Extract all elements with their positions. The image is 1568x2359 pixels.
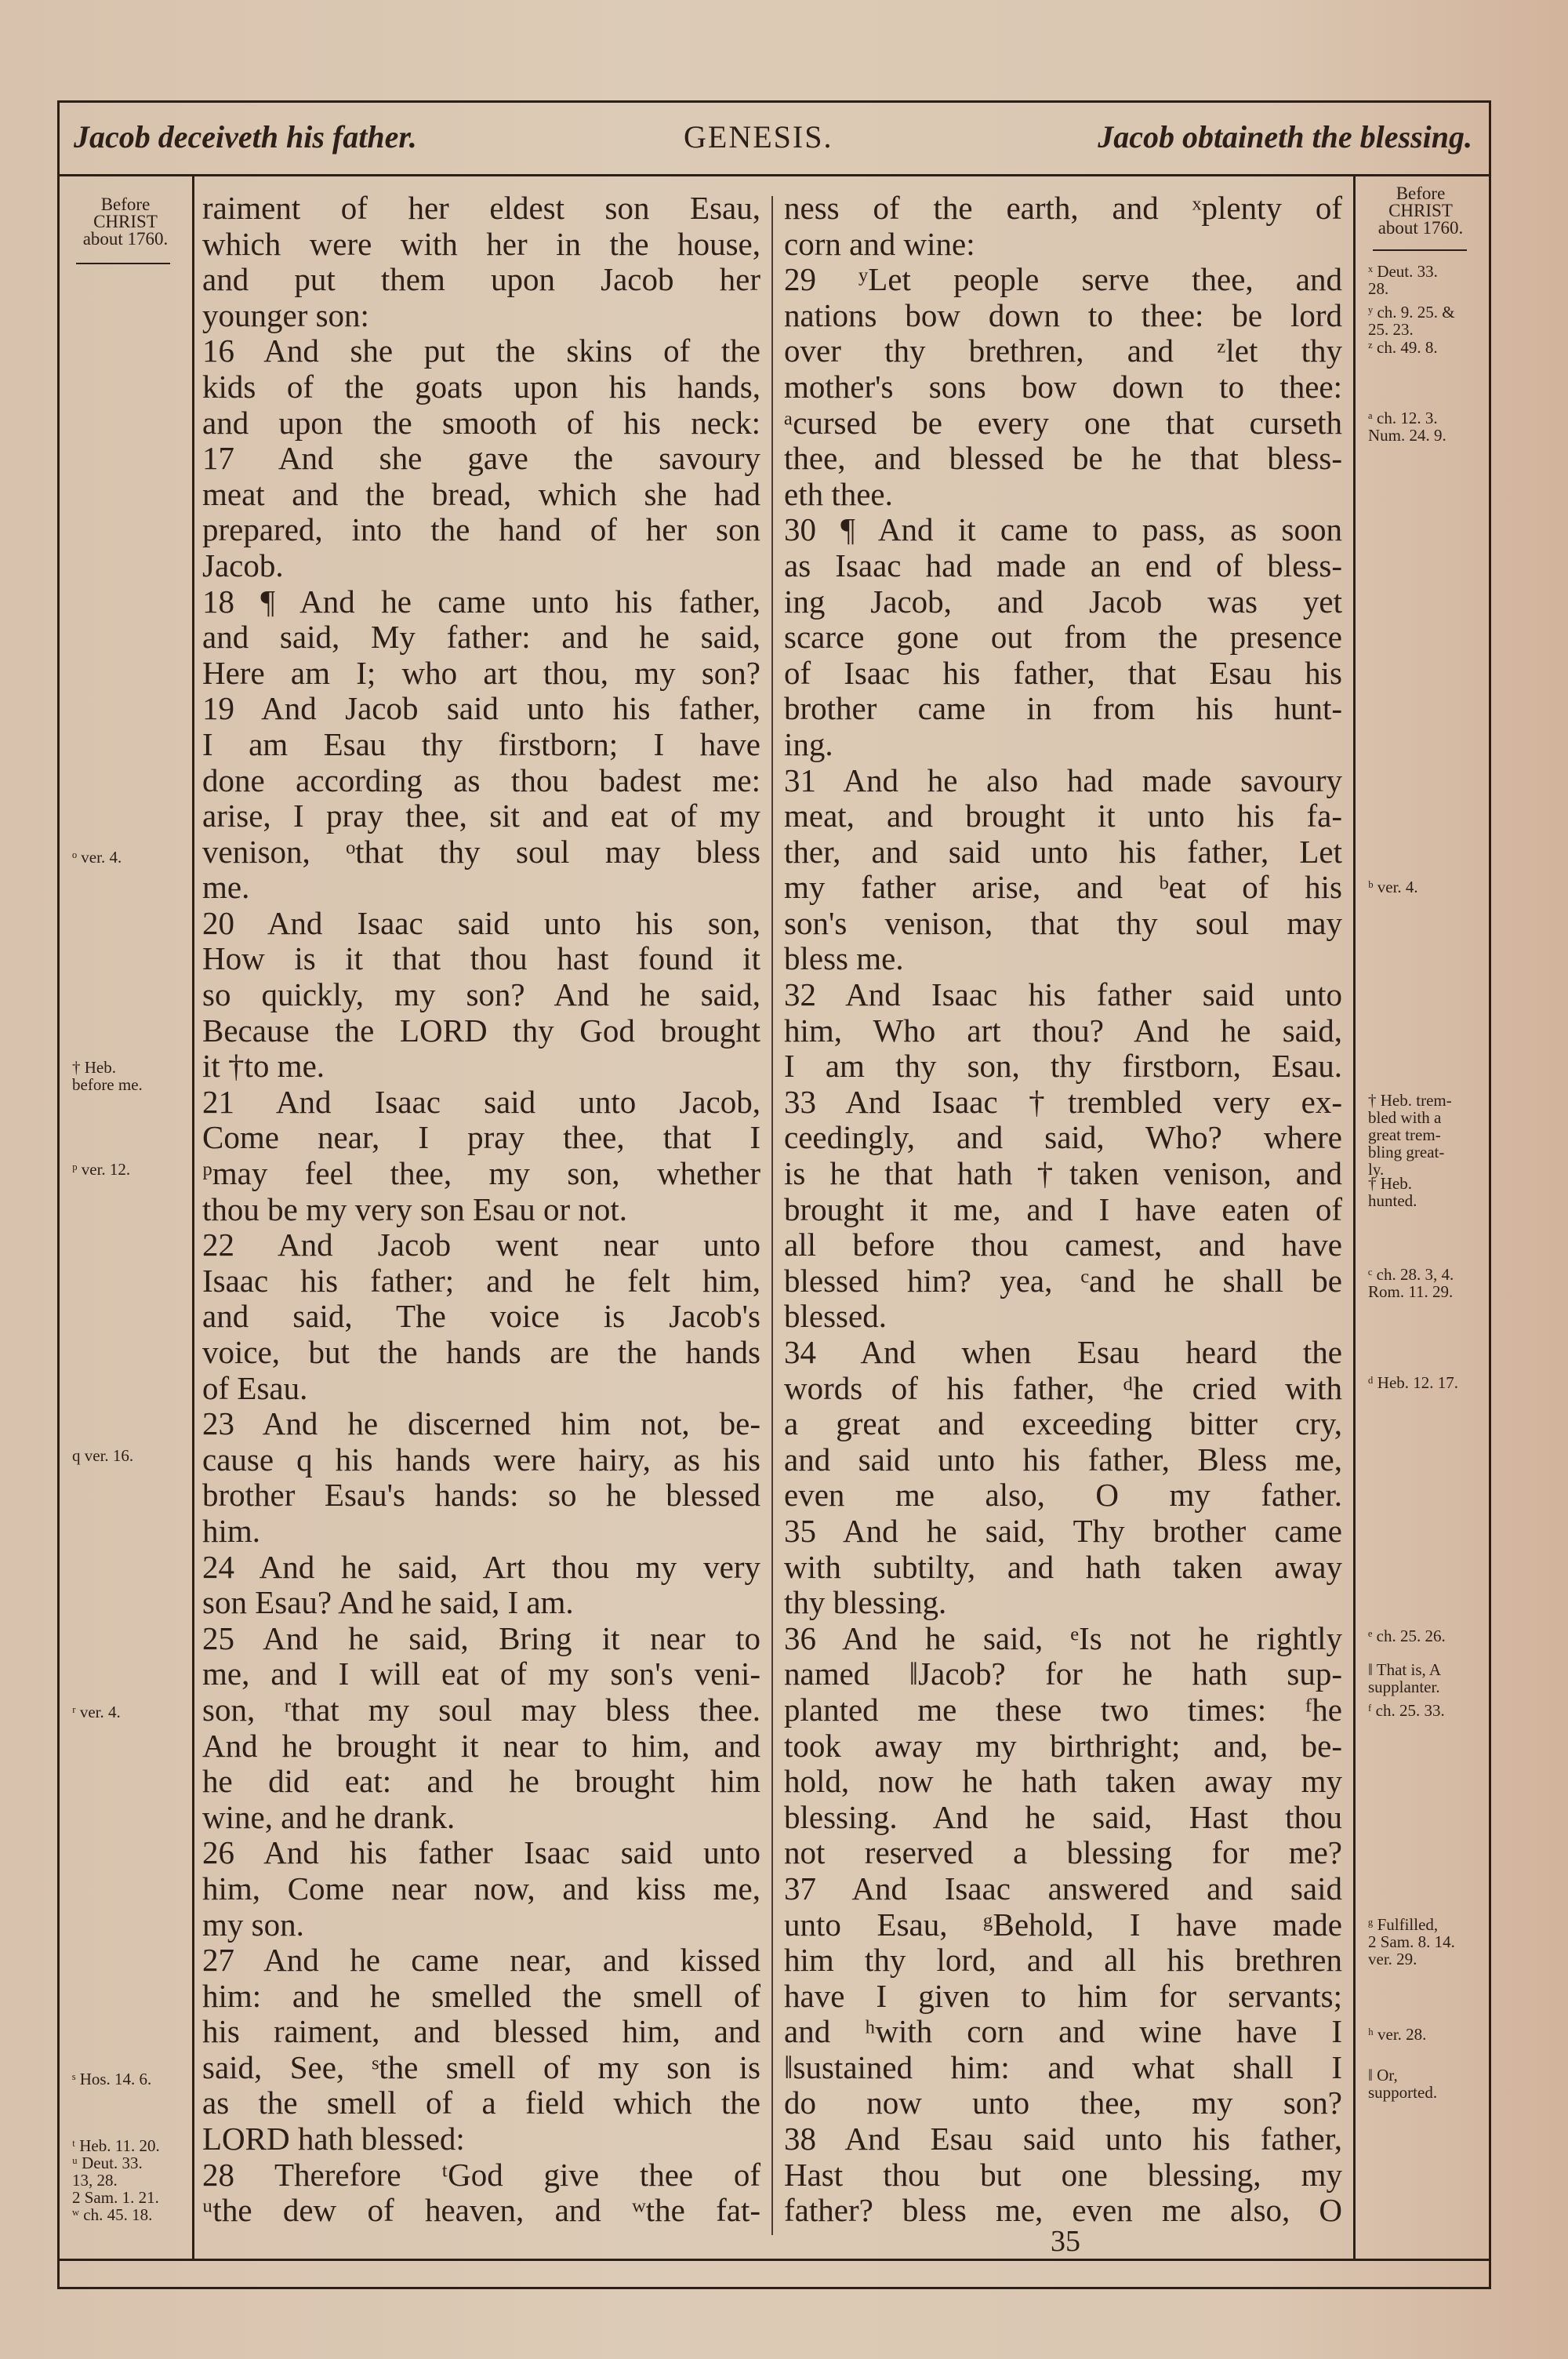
text-line: his raiment, and blessed him, and bbox=[202, 2013, 760, 2050]
marginal-reference: ᵈ Heb. 12. 17. bbox=[1368, 1373, 1459, 1392]
text-line: and ʰwith corn and wine have I bbox=[784, 2013, 1342, 2050]
text-line: blessed. bbox=[784, 1298, 887, 1335]
column-divider bbox=[771, 196, 773, 2235]
marginal-reference: q ver. 16. bbox=[72, 1446, 134, 1465]
text-line: nations bow down to thee: be lord bbox=[784, 296, 1342, 333]
marginal-reference: ‖ That is, A supplanter. bbox=[1368, 1660, 1442, 1696]
text-line: and upon the smooth of his neck: bbox=[202, 404, 760, 441]
text-line: son's venison, that thy soul may bbox=[784, 904, 1342, 941]
text-line: 37 And Isaac answered and said bbox=[784, 1870, 1342, 1906]
text-line: 32 And Isaac his father said unto bbox=[784, 976, 1342, 1013]
text-line: hold, now he hath taken away my bbox=[784, 1763, 1342, 1800]
text-line: with subtilty, and hath taken away bbox=[784, 1548, 1342, 1585]
text-line: I am Esau thy firstborn; I have bbox=[202, 725, 760, 762]
text-line: mother's sons bow down to thee: bbox=[784, 368, 1342, 405]
text-column-right bbox=[784, 191, 1342, 2229]
text-line: have I given to him for servants; bbox=[784, 1977, 1342, 2014]
text-line: And he brought it near to him, and bbox=[202, 1727, 760, 1764]
text-line: ᵃcursed be every one that curseth bbox=[784, 404, 1342, 441]
marginal-reference: ᶠ ch. 25. 33. bbox=[1368, 1701, 1445, 1720]
text-line: son Esau? And he said, I am. bbox=[202, 1584, 574, 1621]
text-line: me. bbox=[202, 869, 250, 906]
text-line: as Isaac had made an end of bless- bbox=[784, 547, 1342, 583]
text-line: and said, My father: and he said, bbox=[202, 619, 760, 656]
text-line: 17 And she gave the savoury bbox=[202, 440, 760, 477]
text-line: arise, I pray thee, sit and eat of my bbox=[202, 798, 760, 834]
text-line: 31 And he also had made savoury bbox=[784, 761, 1342, 798]
footer-rule bbox=[57, 2259, 1489, 2261]
text-line: younger son: bbox=[202, 296, 369, 333]
text-line: thee, and blessed be he that bless- bbox=[784, 440, 1342, 477]
before-christ-right bbox=[1362, 185, 1479, 237]
text-line: brought it me, and I have eaten of bbox=[784, 1190, 1342, 1227]
text-line: Because the LORD thy God brought bbox=[202, 1012, 760, 1049]
text-line: 28 Therefore ᵗGod give thee of bbox=[202, 2156, 760, 2193]
marginal-reference: † Heb. hunted. bbox=[1368, 1174, 1417, 1210]
running-head-right: Jacob obtaineth the blessing. bbox=[1098, 119, 1472, 154]
text-line: voice, but the hands are the hands bbox=[202, 1334, 760, 1370]
before-christ-left bbox=[67, 196, 184, 248]
text-line: him thy lord, and all his brethren bbox=[784, 1942, 1342, 1979]
text-line: brother came in from his hunt- bbox=[784, 690, 1342, 727]
text-line: of Esau. bbox=[202, 1369, 308, 1406]
text-line: 16 And she put the skins of the bbox=[202, 333, 760, 369]
marginal-reference: ‖ Or, supported. bbox=[1368, 2066, 1438, 2102]
text-line: 29 ʸLet people serve thee, and bbox=[784, 261, 1342, 298]
text-line: so quickly, my son? And he said, bbox=[202, 976, 760, 1013]
text-line: blessed him? yea, ᶜand he shall be bbox=[784, 1262, 1342, 1299]
text-line: cause q his hands were hairy, as his bbox=[202, 1441, 760, 1478]
text-line: over thy brethren, and ᶻlet thy bbox=[784, 333, 1342, 369]
text-line: words of his father, ᵈhe cried with bbox=[784, 1369, 1342, 1406]
marginal-reference: ˢ Hos. 14. 6. bbox=[72, 2070, 152, 2088]
marginal-reference: ᵖ ver. 12. bbox=[72, 1160, 131, 1179]
text-line: 34 And when Esau heard the bbox=[784, 1334, 1342, 1370]
text-line: raiment of her eldest son Esau, bbox=[202, 190, 760, 226]
header-rule bbox=[57, 174, 1489, 176]
text-line: venison, ᵒthat thy soul may bless bbox=[202, 833, 760, 870]
text-line: Come near, I pray thee, that I bbox=[202, 1119, 760, 1156]
text-line: named ‖Jacob? for he hath sup- bbox=[784, 1656, 1342, 1692]
text-line: my father arise, and ᵇeat of his bbox=[784, 869, 1342, 906]
text-line: Here am I; who art thou, my son? bbox=[202, 654, 760, 691]
text-line: brother Esau's hands: so he blessed bbox=[202, 1477, 760, 1514]
text-line: him. bbox=[202, 1512, 261, 1549]
text-line: 22 And Jacob went near unto bbox=[202, 1227, 760, 1263]
marginal-reference: ʸ ch. 9. 25. & 25. 23. bbox=[1368, 303, 1455, 339]
christ-label: CHRIST bbox=[93, 212, 158, 231]
book-title: GENESIS. bbox=[684, 119, 833, 154]
page-number: 35 bbox=[1051, 2225, 1080, 2258]
text-line: me, and I will eat of my son's veni- bbox=[202, 1656, 760, 1692]
text-line: 26 And his father Isaac said unto bbox=[202, 1834, 760, 1871]
running-head-left: Jacob deceiveth his father. bbox=[74, 119, 417, 154]
text-line: 23 And he discerned him not, be- bbox=[202, 1405, 760, 1442]
text-line: father? bless me, even me also, O bbox=[784, 2192, 1342, 2229]
text-line: planted me these two times: ᶠhe bbox=[784, 1691, 1342, 1728]
date-label: about 1760. bbox=[1377, 218, 1464, 238]
text-line: eth thee. bbox=[784, 475, 893, 512]
text-line: which were with her in the house, bbox=[202, 225, 760, 262]
text-line: How is it that thou hast found it bbox=[202, 940, 760, 977]
marginal-reference: ʳ ver. 4. bbox=[72, 1703, 121, 1721]
text-line: and said, The voice is Jacob's bbox=[202, 1298, 760, 1335]
text-line: ᵘthe dew of heaven, and ʷthe fat- bbox=[202, 2192, 760, 2229]
text-line: corn and wine: bbox=[784, 225, 975, 262]
marginal-reference: ᵃ ch. 12. 3. Num. 24. 9. bbox=[1368, 409, 1446, 445]
text-line: 19 And Jacob said unto his father, bbox=[202, 690, 760, 727]
text-line: son, ʳthat my soul may bless thee. bbox=[202, 1691, 760, 1728]
text-line: ness of the earth, and ˣplenty of bbox=[784, 190, 1342, 226]
text-line: prepared, into the hand of her son bbox=[202, 511, 760, 548]
text-line: 33 And Isaac †trembled very ex- bbox=[784, 1083, 1342, 1120]
text-line: blessing. And he said, Hast thou bbox=[784, 1798, 1342, 1835]
text-line: wine, and he drank. bbox=[202, 1798, 456, 1835]
text-line: said, See, ˢthe smell of my son is bbox=[202, 2048, 760, 2085]
text-line: Hast thou but one blessing, my bbox=[784, 2156, 1342, 2193]
text-line: do now unto thee, my son? bbox=[784, 2085, 1342, 2121]
right-margin-rule bbox=[1353, 174, 1356, 2259]
marginal-reference: ᶻ ch. 49. 8. bbox=[1368, 338, 1438, 357]
text-line: Isaac his father; and he felt him, bbox=[202, 1262, 760, 1299]
text-line: 36 And he said, ᵉIs not he rightly bbox=[784, 1619, 1342, 1656]
date-label: about 1760. bbox=[82, 229, 169, 249]
text-line: ther, and said unto his father, Let bbox=[784, 833, 1342, 870]
text-line: scarce gone out from the presence bbox=[784, 619, 1342, 656]
text-line: thou be my very son Esau or not. bbox=[202, 1190, 628, 1227]
marginal-reference: ᵒ ver. 4. bbox=[72, 848, 122, 867]
text-line: is he that hath †taken venison, and bbox=[784, 1155, 1342, 1192]
text-line: 30 ¶ And it came to pass, as soon bbox=[784, 511, 1342, 548]
text-line: 21 And Isaac said unto Jacob, bbox=[202, 1083, 760, 1120]
text-line: ᵖmay feel thee, my son, whether bbox=[202, 1155, 760, 1192]
text-line: 18 ¶ And he came unto his father, bbox=[202, 583, 760, 620]
text-line: ing Jacob, and Jacob was yet bbox=[784, 583, 1342, 620]
christ-label: CHRIST bbox=[1388, 201, 1453, 220]
text-line: a great and exceeding bitter cry, bbox=[784, 1405, 1342, 1442]
text-line: unto Esau, ᵍBehold, I have made bbox=[784, 1906, 1342, 1943]
before-christ-rule-right bbox=[1373, 249, 1467, 251]
before-label: Before bbox=[1396, 184, 1446, 203]
text-line: him: and he smelled the smell of bbox=[202, 1977, 760, 2014]
text-line: him, Who art thou? And he said, bbox=[784, 1012, 1342, 1049]
text-line: meat, and brought it unto his fa- bbox=[784, 798, 1342, 834]
text-line: 24 And he said, Art thou my very bbox=[202, 1548, 760, 1585]
marginal-reference: ʰ ver. 28. bbox=[1368, 2025, 1427, 2044]
marginal-reference: ᵗ Heb. 11. 20. ᵘ Deut. 33. 13, 28. 2 Sam. 1. 21. ʷ ch. 45. 18. bbox=[72, 2136, 160, 2224]
marginal-reference: ᶜ ch. 28. 3, 4. Rom. 11. 29. bbox=[1368, 1265, 1454, 1301]
text-line: thy blessing. bbox=[784, 1584, 947, 1621]
marginal-reference: ᵉ ch. 25. 26. bbox=[1368, 1627, 1446, 1645]
text-line: of Isaac his father, that Esau his bbox=[784, 654, 1342, 691]
text-line: ceedingly, and said, Who? where bbox=[784, 1119, 1342, 1156]
marginal-reference: ˣ Deut. 33. 28. bbox=[1368, 262, 1438, 298]
text-line: meat and the bread, which she had bbox=[202, 475, 760, 512]
text-line: Jacob. bbox=[202, 547, 284, 583]
text-line: 27 And he came near, and kissed bbox=[202, 1942, 760, 1979]
text-line: 35 And he said, Thy brother came bbox=[784, 1512, 1342, 1549]
text-line: not reserved a blessing for me? bbox=[784, 1834, 1342, 1871]
before-label: Before bbox=[100, 194, 151, 214]
text-line: and put them upon Jacob her bbox=[202, 261, 760, 298]
text-line: my son. bbox=[202, 1906, 304, 1943]
text-line: 25 And he said, Bring it near to bbox=[202, 1619, 760, 1656]
text-line: even me also, O my father. bbox=[784, 1477, 1342, 1514]
text-line: done according as thou badest me: bbox=[202, 761, 760, 798]
text-line: kids of the goats upon his hands, bbox=[202, 368, 760, 405]
marginal-reference: ᵍ Fulfilled, 2 Sam. 8. 14. ver. 29. bbox=[1368, 1915, 1455, 1968]
text-line: as the smell of a field which the bbox=[202, 2085, 760, 2121]
marginal-reference: † Heb. trem- bled with a great trem- bling great- ly. bbox=[1368, 1091, 1452, 1179]
marginal-reference: ᵇ ver. 4. bbox=[1368, 878, 1418, 896]
text-line: LORD hath blessed: bbox=[202, 2121, 465, 2157]
text-column-left bbox=[202, 191, 760, 2229]
text-line: took away my birthright; and, be- bbox=[784, 1727, 1342, 1764]
text-line: ‖sustained him: and what shall I bbox=[784, 2048, 1342, 2085]
text-line: 38 And Esau said unto his father, bbox=[784, 2121, 1342, 2157]
text-line: 20 And Isaac said unto his son, bbox=[202, 904, 760, 941]
text-line: him, Come near now, and kiss me, bbox=[202, 1870, 760, 1906]
text-line: and said unto his father, Bless me, bbox=[784, 1441, 1342, 1478]
text-line: it †to me. bbox=[202, 1048, 325, 1085]
before-christ-rule-left bbox=[76, 263, 170, 264]
text-line: bless me. bbox=[784, 940, 904, 977]
text-line: ing. bbox=[784, 725, 833, 762]
marginal-reference: † Heb. before me. bbox=[72, 1058, 143, 1094]
text-line: he did eat: and he brought him bbox=[202, 1763, 760, 1800]
text-line: I am thy son, thy firstborn, Esau. bbox=[784, 1048, 1342, 1085]
text-line: all before thou camest, and have bbox=[784, 1227, 1342, 1263]
left-margin-rule bbox=[192, 174, 194, 2259]
